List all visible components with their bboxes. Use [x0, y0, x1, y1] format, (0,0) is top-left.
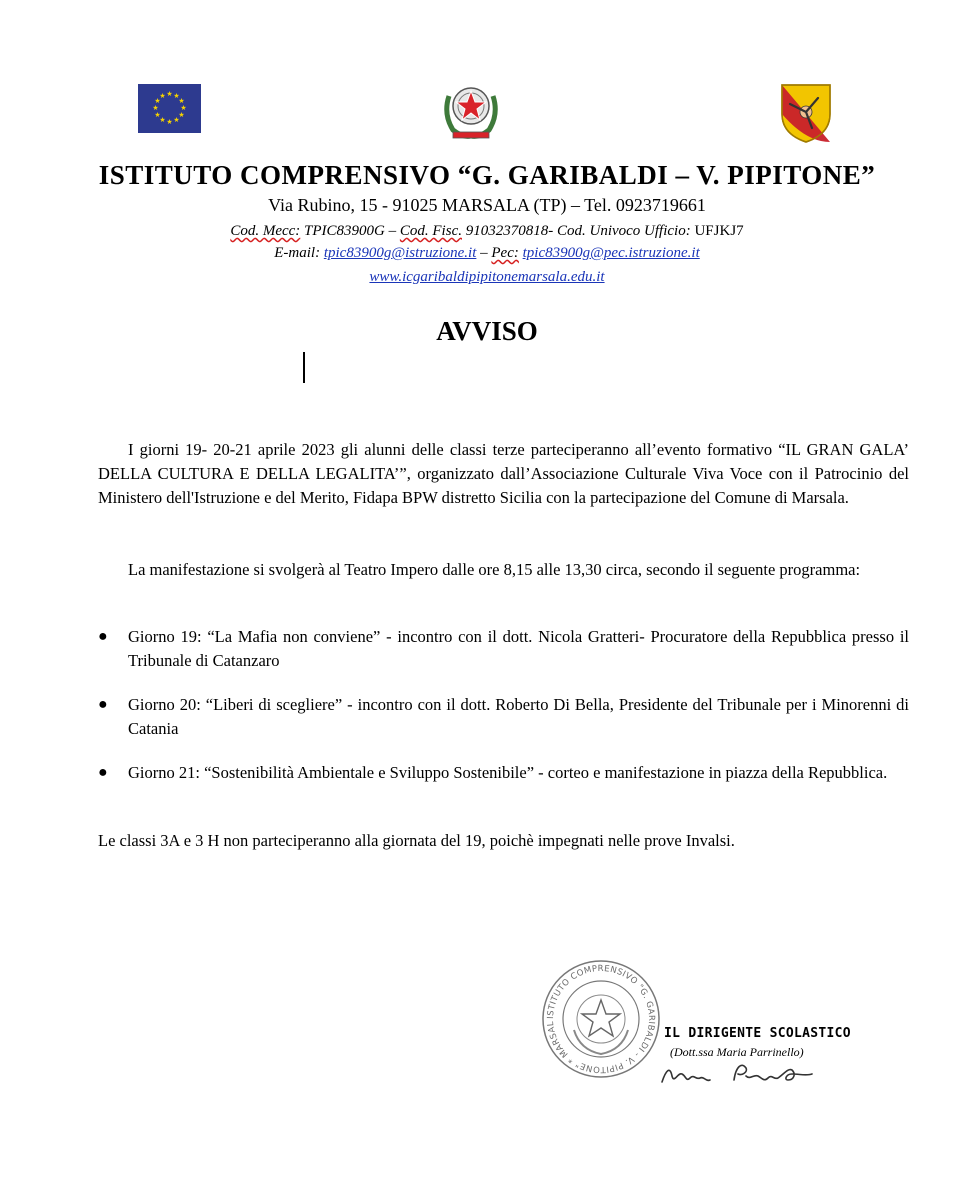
bullet-icon: ●: [98, 696, 108, 713]
svg-text:★: ★: [159, 116, 166, 124]
fisc-label: Cod. Fisc.: [399, 223, 462, 239]
svg-text:★: ★: [152, 104, 159, 112]
email-link[interactable]: tpic83900g@istruzione.it: [323, 245, 477, 261]
svg-text:★: ★: [173, 92, 180, 100]
website-link[interactable]: www.icgaribaldipipitonemarsala.edu.it: [369, 269, 605, 285]
svg-text:★: ★: [180, 104, 187, 112]
school-codes: [0, 223, 974, 240]
svg-text:★: ★: [173, 116, 180, 124]
pec-label: Pec:: [491, 245, 519, 261]
signature-name: (Dott.ssa Maria Parrinello): [670, 1045, 804, 1059]
svg-text:★: ★: [154, 97, 161, 105]
svg-text:★: ★: [178, 97, 185, 105]
list-item: [98, 761, 909, 785]
list-item-text: Giorno 19: “La Mafia non conviene” - incontro con il dott. Nicola Gratteri- Procuratore della Repubblica presso il Tribunale di Catanzaro: [128, 627, 909, 670]
svg-text:★: ★: [166, 118, 173, 126]
paragraph-program: [98, 558, 909, 582]
svg-text:★: ★: [159, 92, 166, 100]
text-cursor: [303, 352, 305, 383]
stamp-text: ISTITUTO COMPRENSIVO "G. GARIBALDI - V. PIPITONE" * MARSAL: [545, 963, 657, 1075]
univoco-code: UFJKJ7: [694, 223, 744, 239]
bullet-icon: ●: [98, 764, 108, 781]
svg-text:★: ★: [166, 90, 173, 98]
signature-title: IL DIRIGENTE SCOLASTICO: [664, 1026, 851, 1041]
italian-republic-emblem-icon: [439, 76, 503, 142]
paragraph-intro-text: I giorni 19- 20-21 aprile 2023 gli alunni delle classi terze parteciperanno all’evento formativo “IL GRAN GALA’ DELLA CULTURA E DELLA LEGALITA’”, organizzato dall’Associazione Culturale Viva Voce con il Patrocinio del Ministero dell'Istruzione e del Merito, Fidapa BPW distretto Sicilia con la partecipazione del Comune di Marsala.: [98, 440, 909, 507]
paragraph-program-text: La manifestazione si svolgerà al Teatro Impero dalle ore 8,15 alle 13,30 circa, secondo il seguente programma:: [128, 560, 861, 579]
svg-text:★: ★: [178, 111, 185, 119]
school-address: Via Rubino, 15 - 91025 MARSALA (TP) – Tel. 0923719661: [268, 195, 706, 215]
list-item-text: Giorno 21: “Sostenibilità Ambientale e Sviluppo Sostenibile” - corteo e manifestazione in piazza della Repubblica.: [128, 763, 888, 782]
pec-link[interactable]: tpic83900g@pec.istruzione.it: [522, 245, 700, 261]
mecc-label: Cod. Mecc:: [230, 223, 301, 239]
school-name: ISTITUTO COMPRENSIVO “G. GARIBALDI – V. PIPITONE”: [98, 160, 876, 190]
handwritten-signature-icon: [656, 1052, 816, 1090]
fisc-value: 91032370818- Cod. Univoco Ufficio:: [461, 223, 695, 239]
bullet-icon: ●: [98, 628, 108, 645]
list-item: [98, 693, 909, 741]
list-item: [98, 625, 909, 673]
contact-line: [0, 245, 974, 262]
email-label: E-mail:: [274, 245, 324, 261]
svg-text:★: ★: [154, 111, 161, 119]
website-line: [0, 269, 974, 286]
page-title: AVVISO: [436, 316, 538, 346]
mecc-value: TPIC83900G –: [300, 223, 400, 239]
paragraph-note: Le classi 3A e 3 H non parteciperanno alla giornata del 19, poichè impegnati nelle prove Invalsi.: [98, 831, 735, 850]
list-item-text: Giorno 20: “Liberi di scegliere” - incontro con il dott. Roberto Di Bella, Presidente del Tribunale per i Minorenni di Catania: [128, 695, 909, 738]
pec-separator: –: [476, 245, 492, 261]
school-stamp-icon: [540, 958, 662, 1080]
eu-flag-icon: [138, 84, 201, 133]
paragraph-intro: [98, 438, 909, 510]
sicily-coat-of-arms-icon: [778, 82, 834, 144]
